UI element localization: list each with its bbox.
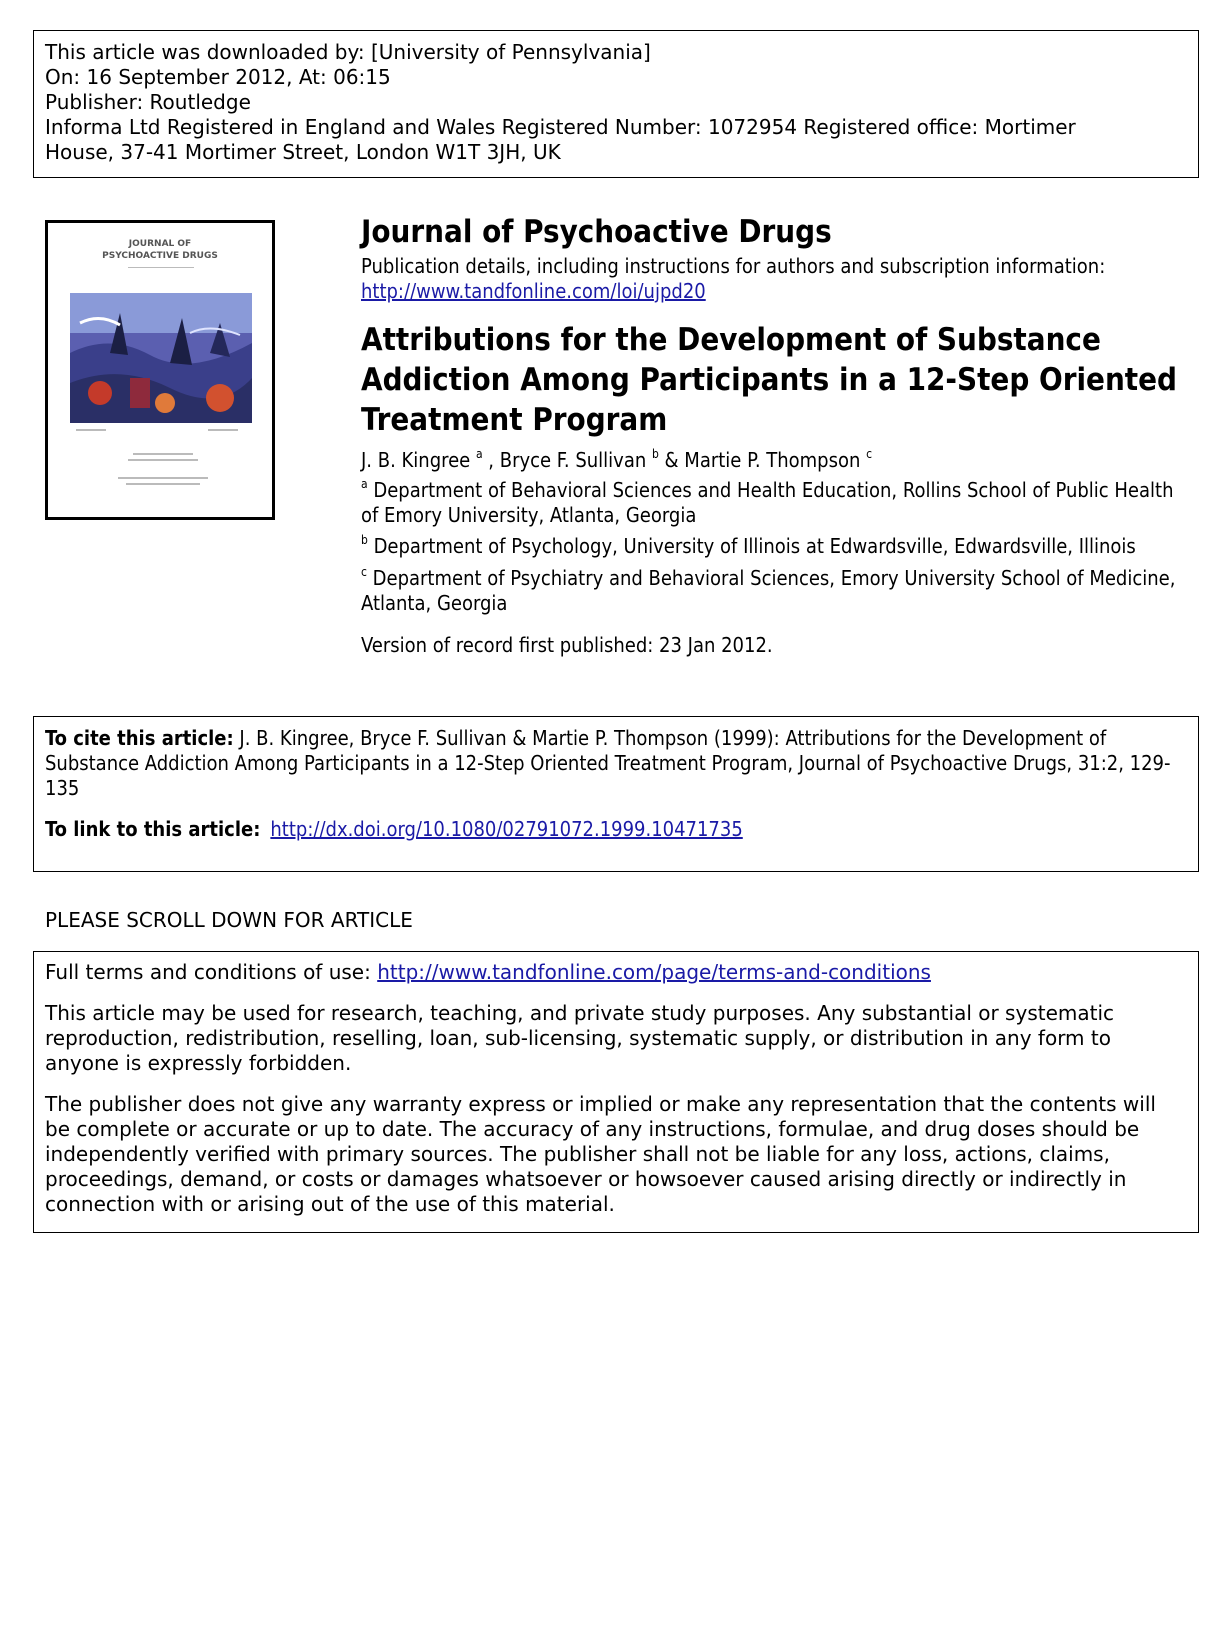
affiliation-mark: c	[361, 565, 367, 579]
cover-title-line1: JOURNAL OF	[128, 239, 192, 249]
cover-fine-print	[76, 429, 106, 431]
affiliation-text: Department of Behavioral Sciences and Health Education, Rollins School of Public Health of Emory University, Atlanta, Georgia	[361, 478, 1174, 527]
cover-fine-print	[128, 459, 198, 461]
cover-fine-print	[118, 477, 208, 479]
affiliation-text: Department of Psychology, University of Illinois at Edwardsville, Edwardsville, Illinois	[367, 534, 1136, 558]
author-affiliation-mark: c	[866, 447, 873, 461]
citation-text: J. B. Kingree, Bryce F. Sullivan & Martie P. Thompson (1999): Attributions for the Development of Substance Addiction Among Participants in a 12-Step Oriented Treatment Program, Journal of Psychoactive Drugs, 31:2, 129-135	[45, 726, 1171, 800]
author-name: J. B. Kingree	[361, 448, 476, 472]
affiliation-c	[361, 566, 1191, 616]
terms-box	[33, 951, 1199, 1233]
journal-cover-image	[45, 220, 275, 520]
article-title: Attributions for the Development of Substance Addiction Among Participants in a 12-Step Oriented Treatment Program	[361, 322, 1178, 438]
download-line: This article was downloaded by: [University of Pennsylvania]	[45, 40, 651, 64]
publication-details: Publication details, including instructions for authors and subscription information:	[361, 254, 1106, 278]
cover-fine-print	[133, 453, 193, 455]
affiliation-a	[361, 478, 1191, 528]
disclaimer-paragraph: The publisher does not give any warranty express or implied or make any representation that the contents will be complete or accurate or up to date. The accuracy of any instructions, formulae, and drug doses should be independently verified with primary sources. The publisher shall not be liable for any loss, actions, claims, proceedings, demand, or costs or damages whatsoever or howsoever caused arising directly or indirectly in connection with or arising out of the use of this material.	[45, 1092, 1156, 1216]
affiliation-mark: a	[361, 477, 368, 491]
registration-line: Informa Ltd Registered in England and Wales Registered Number: 1072954 Registered office: Mortimer	[45, 115, 1076, 139]
citation-box	[33, 716, 1199, 872]
citation-text-block	[45, 726, 1187, 801]
terms-label: Full terms and conditions of use:	[45, 960, 378, 984]
author-separator: &	[658, 448, 685, 472]
link-label: To link to this article:	[45, 817, 261, 841]
cover-subtitle-mark	[128, 267, 194, 268]
usage-paragraph: This article may be used for research, teaching, and private study purposes. Any substantial or systematic reproduction, redistribution, reselling, loan, sub-licensing, systematic supply, or distribution in any form to anyone is expressly forbidden.	[45, 1001, 1115, 1075]
download-date-line: On: 16 September 2012, At: 06:15	[45, 65, 391, 89]
affiliation-text: Department of Psychiatry and Behavioral Sciences, Emory University School of Medicine, Atlanta, Georgia	[361, 566, 1176, 615]
doi-line	[45, 817, 1187, 842]
cover-title-line2: PSYCHOACTIVE DRUGS	[102, 251, 218, 261]
address-line: House, 37-41 Mortimer Street, London W1T 3JH, UK	[45, 140, 561, 164]
cover-artwork	[70, 293, 252, 423]
doi-link[interactable]: http://dx.doi.org/10.1080/02791072.1999.10471735	[270, 817, 743, 841]
cover-fine-print	[208, 429, 238, 431]
cite-label: To cite this article:	[45, 726, 234, 750]
author-separator: ,	[482, 448, 500, 472]
download-info-box	[33, 30, 1199, 178]
terms-line	[45, 960, 1187, 985]
affiliation-b	[361, 534, 1191, 559]
author-name: Martie P. Thompson	[684, 448, 867, 472]
terms-link[interactable]: http://www.tandfonline.com/page/terms-and-conditions	[377, 960, 931, 984]
cover-fine-print	[126, 483, 200, 485]
journal-title: Journal of Psychoactive Drugs	[361, 214, 832, 250]
journal-link[interactable]: http://www.tandfonline.com/loi/ujpd20	[361, 279, 706, 303]
publisher-line: Publisher: Routledge	[45, 90, 251, 114]
author-name: Bryce F. Sullivan	[499, 448, 652, 472]
author-affiliation-mark: b	[651, 447, 659, 461]
version-of-record: Version of record first published: 23 Jan 2012.	[361, 633, 773, 657]
affiliation-mark: b	[361, 533, 368, 547]
scroll-note: PLEASE SCROLL DOWN FOR ARTICLE	[45, 908, 413, 932]
author-list	[361, 448, 872, 472]
author-affiliation-mark: a	[475, 447, 483, 461]
